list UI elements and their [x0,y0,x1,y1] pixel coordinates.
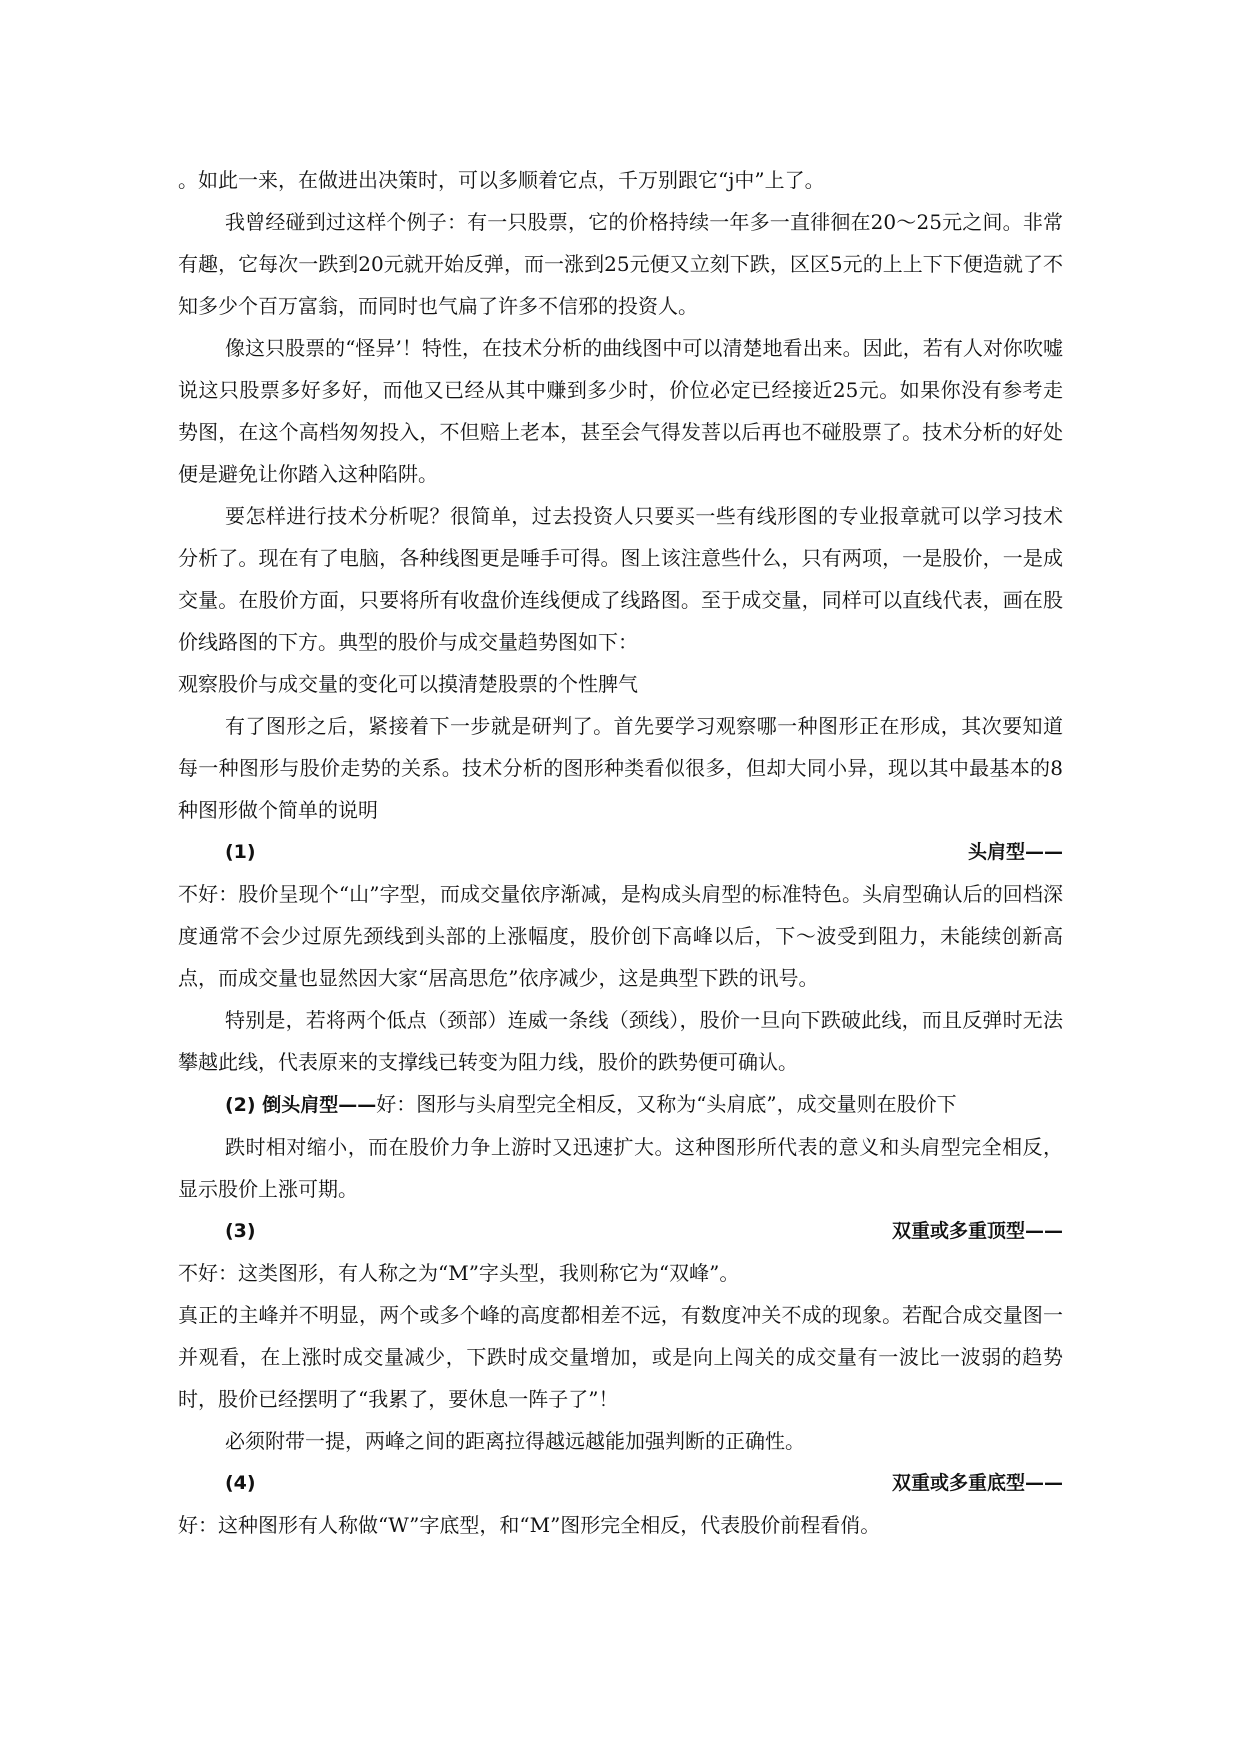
section-title-3: 双重或多重顶型—— [891,1220,1063,1242]
paragraph-12: 必须附带一提，两峰之间的距离拉得越远越能加强判断的正确性。 [225,1429,805,1453]
section-title-1: 头肩型—— [967,841,1063,863]
section-number-4: (4) [225,1472,256,1494]
paragraph-8 [178,1083,1063,1126]
section-heading-4 [178,1462,1063,1504]
figure-caption: 观察股价与成交量的变化可以摸清楚股票的个性脾气 [178,672,638,696]
section-heading-1 [178,831,1063,873]
paragraph-7: 特别是，若将两个低点（颈部）连威一条线（颈线），股价一旦向下跌破此线，而且反弹时无法攀越此线，代表原来的支撑线已转变为阻力线，股价的跌势便可确认。 [178,1008,1063,1074]
paragraph-9: 跌时相对缩小，而在股价力争上游时又迅速扩大。这种图形所代表的意义和头肩型完全相反，显示股价上涨可期。 [178,1135,1063,1201]
paragraph-13: 好：这种图形有人称做“W”字底型，和“M”图形完全相反，代表股价前程看俏。 [178,1513,881,1537]
paragraph-11: 真正的主峰并不明显，两个或多个峰的高度都相差不远，有数度冲关不成的现象。若配合成交量图一并观看，在上涨时成交量减少，下跌时成交量增加，或是向上闯关的成交量有一波比一波弱的趋势时，股价已经摆明了“我累了，要休息一阵子了”！ [178,1303,1063,1411]
paragraph-4: 要怎样进行技术分析呢？很简单，过去投资人只要买一些有线形图的专业报章就可以学习技术分析了。现在有了电脑，各种线图更是唾手可得。图上该注意些什么，只有两项，一是股价，一是成交量。在股价方面，只要将所有收盘价连线便成了线路图。至于成交量，同样可以直线代表，画在股价线路图的下方。典型的股价与成交量趋势图如下： [178,504,1063,654]
paragraph-3: 像这只股票的“怪异’！特性，在技术分析的曲线图中可以清楚地看出来。因此，若有人对你吹嘘说这只股票多好多好，而他又已经从其中赚到多少时，价位必定已经接近25元。如果你没有参考走势图，在这个高档匆匆投入，不但赔上老本，甚至会气得发菩以后再也不碰股票了。技术分析的好处便是避免让你踏入这种陷阱。 [178,336,1063,486]
section-number-1: (1) [225,841,256,863]
section-number-3: (3) [225,1220,256,1242]
paragraph-5: 有了图形之后，紧接着下一步就是研判了。首先要学习观察哪一种图形正在形成，其次要知道每一种图形与股价走势的关系。技术分析的图形种类看似很多，但却大同小异，现以其中最基本的8种图形做个简单的说明 [178,714,1063,822]
paragraph-8-text: 好：图形与头肩型完全相反，又称为“头肩底”，成交量则在股价下 [376,1092,957,1116]
paragraph-1: 。如此一来，在做进出决策时，可以多顺着它点，千万别跟它“j中”上了。 [178,168,825,192]
section-title-4: 双重或多重底型—— [891,1472,1063,1494]
document-body [178,159,1063,1546]
paragraph-10: 不好：这类图形，有人称之为“M”字头型，我则称它为“双峰”。 [178,1261,740,1285]
section-heading-3 [178,1210,1063,1252]
section-heading-2: (2) 倒头肩型—— [225,1094,377,1116]
paragraph-2: 我曾经碰到过这样个例子：有一只股票，它的价格持续一年多一直徘徊在20～25元之间。非常有趣，它每次一跌到20元就开始反弹，而一涨到25元便又立刻下跌，区区5元的上上下下便造就了不知多少个百万富翁，而同时也气扁了许多不信邪的投资人。 [178,210,1063,318]
paragraph-6: 不好：股价呈现个“山”字型，而成交量依序渐减，是构成头肩型的标准特色。头肩型确认后的回档深度通常不会少过原先颈线到头部的上涨幅度，股价创下高峰以后，下～波受到阻力，未能续创新高点，而成交量也显然因大家“居高思危”依序减少，这是典型下跌的讯号。 [178,882,1063,990]
